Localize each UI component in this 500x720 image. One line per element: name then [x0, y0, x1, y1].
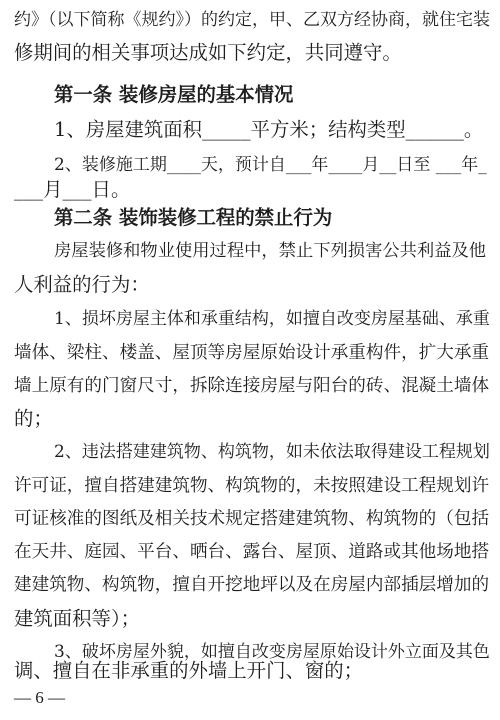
text-line: 1、房屋建筑面积_____平方米；结构类型______。: [54, 118, 484, 141]
text-line: 可证核准的图纸及相关技术规定搭建建筑物、构筑物的（包括: [14, 509, 490, 529]
text-line: 墙上原有的门窗尺寸，拆除连接房屋与阳台的砖、混凝土墙体: [14, 376, 490, 396]
text-line: 2、违法搭建建筑物、构筑物，如未依法取得建设工程规划: [54, 442, 490, 462]
text-line: 2、装修施工期____天，预计自___年____月__日至 ___年_: [54, 155, 487, 175]
text-line: 房屋装修和物业使用过程中，禁止下列损害公共利益及他: [54, 241, 487, 261]
text-line: 建筑面积等）；: [14, 607, 141, 630]
text-line: 约》（以下简称《规约》）的约定，甲、乙双方经协商，就住宅装: [14, 10, 490, 30]
text-line: 的；: [14, 407, 53, 430]
section-heading-article-2: 第二条 装饰装修工程的禁止行为: [54, 206, 333, 229]
text-line: 墙体、梁柱、楼盖、屋顶等房屋原始设计承重构件，扩大承重: [14, 343, 490, 363]
section-heading-article-1: 第一条 装修房屋的基本情况: [54, 83, 294, 106]
text-line: 在天井、庭园、平台、晒台、露台、屋顶、道路或其他场地搭: [14, 542, 490, 562]
text-line: 1、损坏房屋主体和承重结构，如擅自改变房屋基础、承重: [54, 309, 490, 329]
text-line: 建建筑物、构筑物，擅自开挖地坪以及在房屋内部插层增加的: [14, 575, 490, 595]
text-line: 许可证，擅自搭建建筑物、构筑物的，未按照建设工程规划许: [14, 476, 490, 496]
text-line: 修期间的相关事项达成如下约定，共同遵守。: [14, 41, 402, 64]
text-line: 3、破坏房屋外貌，如擅自改变房屋原始设计外立面及其色: [54, 642, 490, 662]
page-number: — 6 —: [14, 688, 65, 707]
text-line: 人利益的行为：: [14, 273, 150, 296]
text-line: ___月___日。: [14, 178, 131, 201]
text-line: 调、擅自在非承重的外墙上开门、窗的；: [14, 659, 364, 682]
